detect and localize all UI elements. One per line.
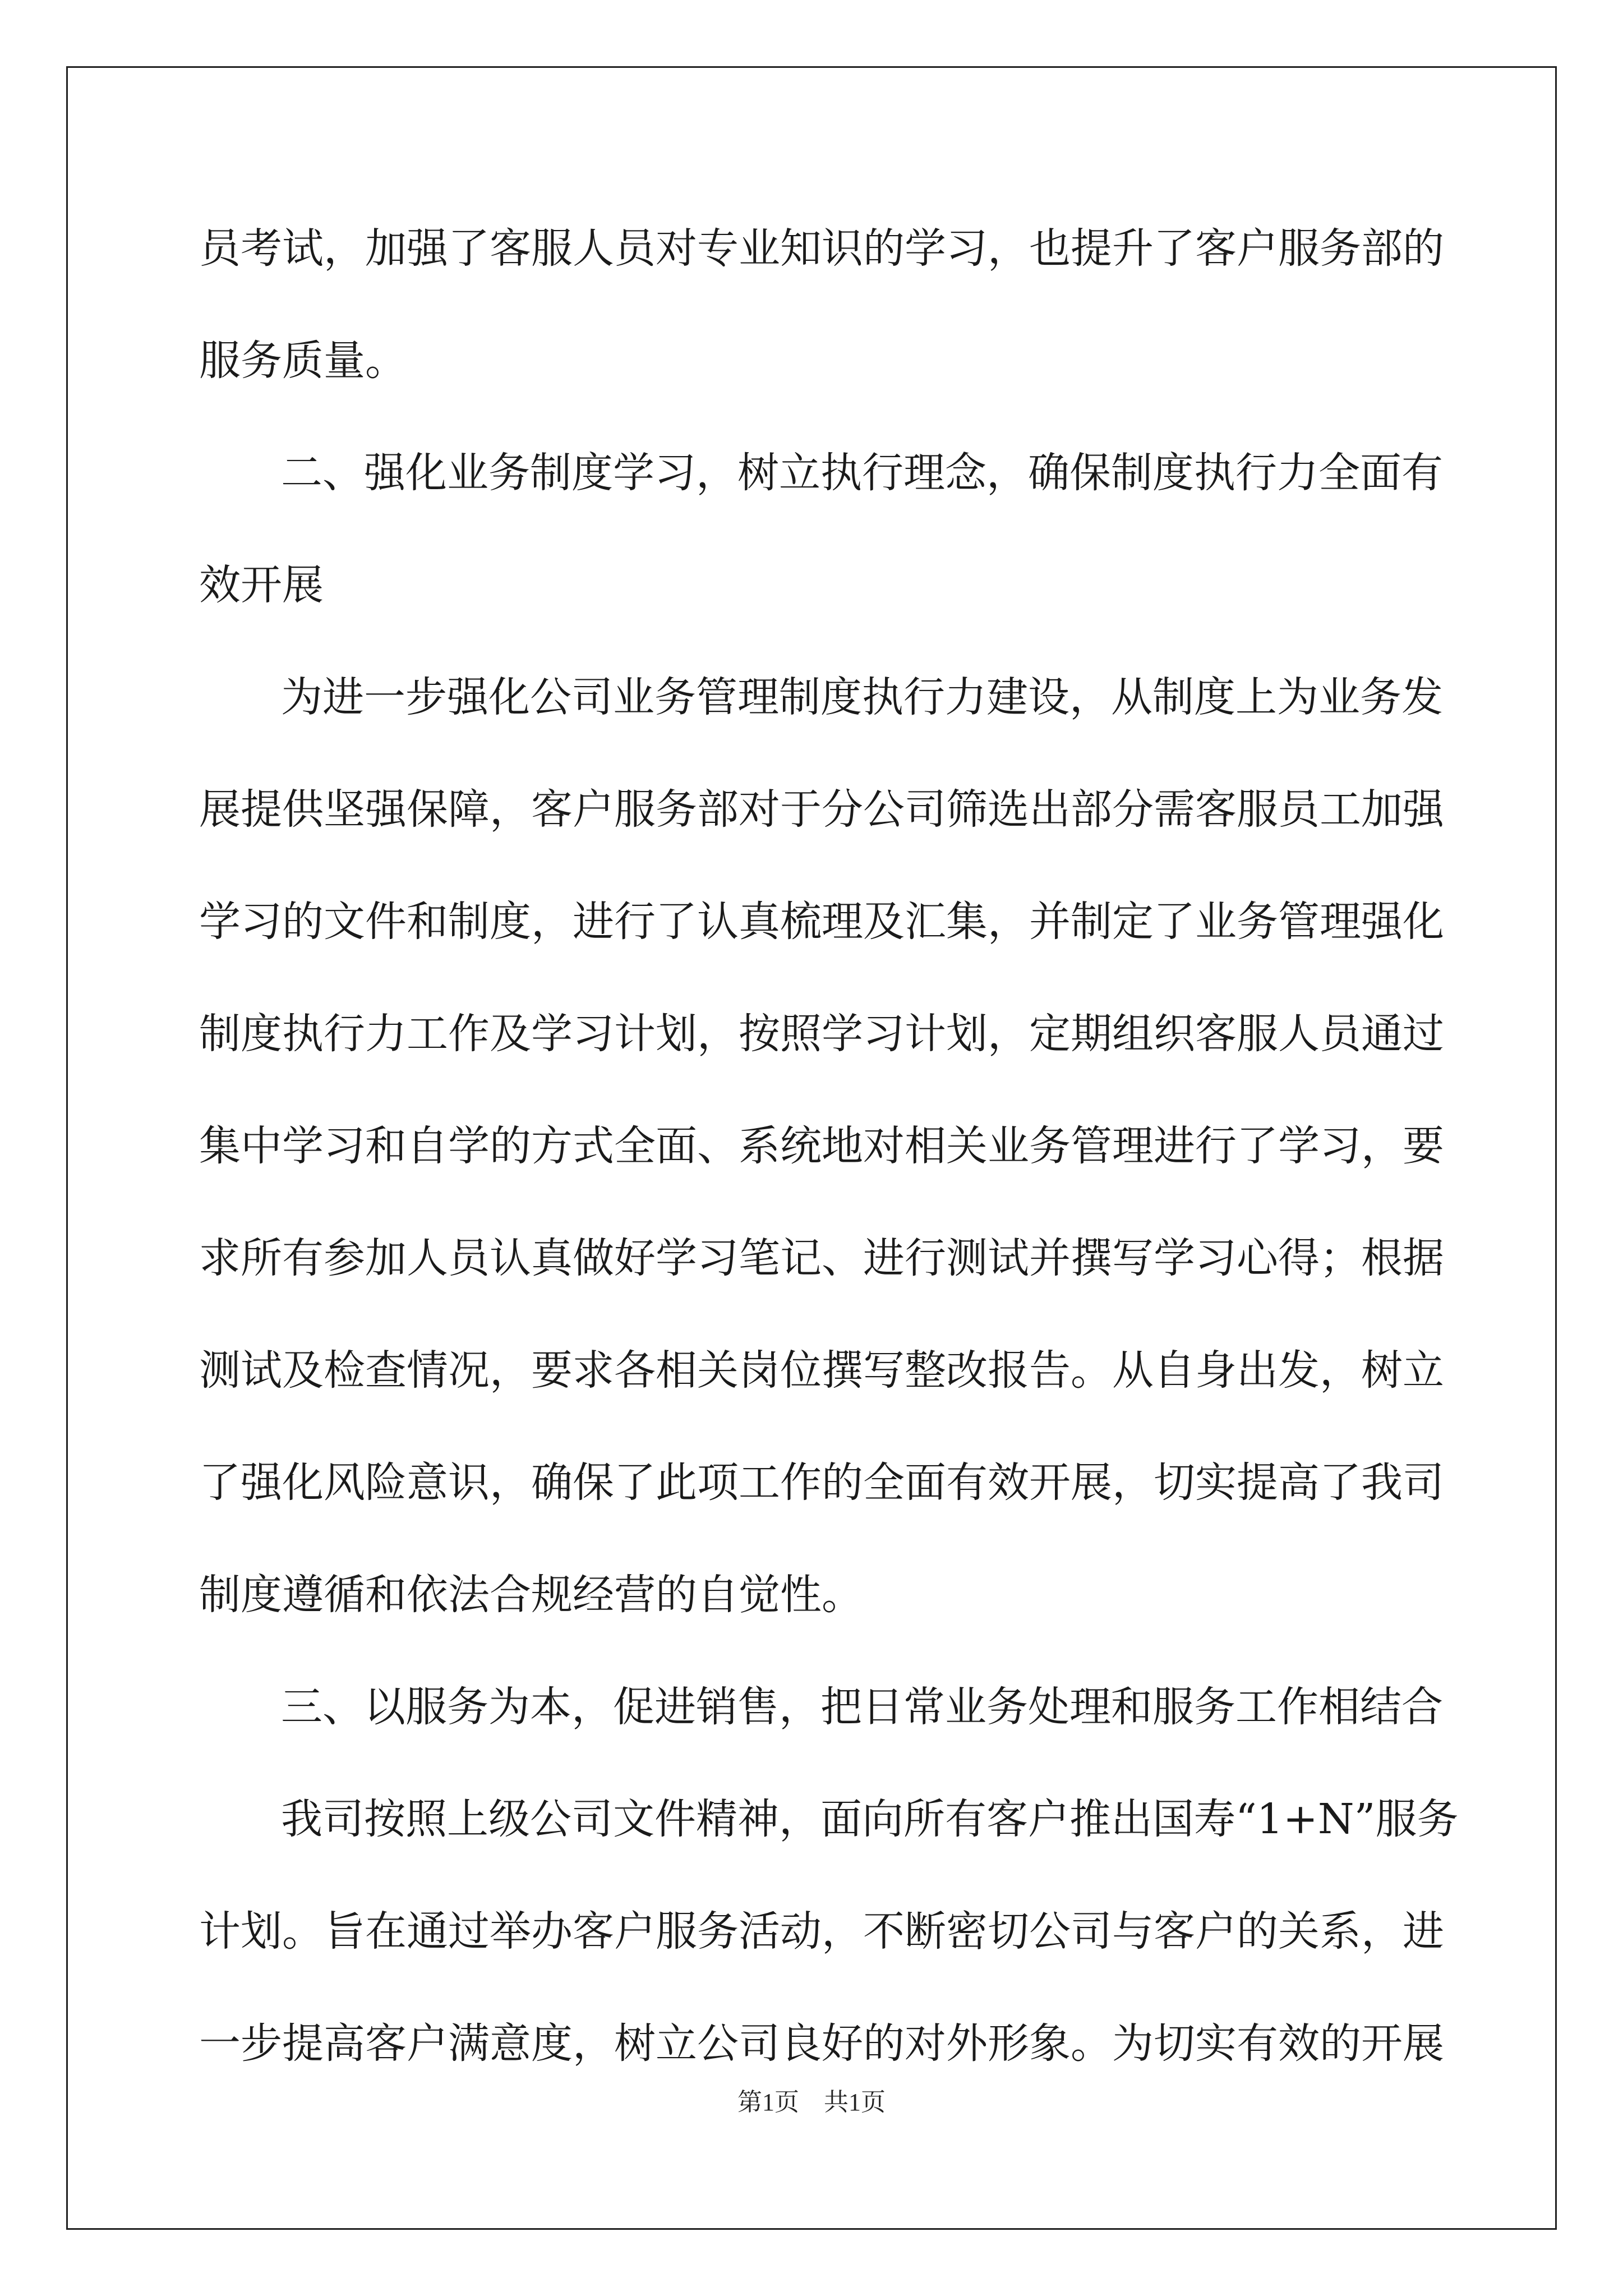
section-heading: 三、以服务为本，促进销售，把日常业务处理和服务工作相结合 xyxy=(281,1683,1443,1731)
section-heading: 效开展 xyxy=(199,561,324,609)
text-line: 集中学习和自学的方式全面、系统地对相关业务管理进行了学习，要 xyxy=(199,1122,1444,1170)
text-line: 制度遵循和依法合规经营的自觉性。 xyxy=(199,1571,863,1619)
text-line: 了强化风险意识，确保了此项工作的全面有效开展，切实提高了我司 xyxy=(199,1458,1444,1507)
text-line: 员考试，加强了客服人员对专业知识的学习，也提升了客户服务部的 xyxy=(199,224,1444,273)
text-line: 一步提高客户满意度，树立公司良好的对外形象。为切实有效的开展 xyxy=(199,2019,1444,2068)
text-line: 计划。旨在通过举办客户服务活动，不断密切公司与客户的关系，进 xyxy=(199,1907,1444,1955)
text-line: 测试及检查情况，要求各相关岗位撰写整改报告。从自身出发，树立 xyxy=(199,1346,1444,1395)
text-line: 制度执行力工作及学习计划，按照学习计划，定期组织客服人员通过 xyxy=(199,1010,1444,1058)
page-number: 第1页 xyxy=(737,2088,799,2116)
text-line: 为进一步强化公司业务管理制度执行力建设，从制度上为业务发 xyxy=(281,673,1443,721)
text-line: 学习的文件和制度，进行了认真梳理及汇集，并制定了业务管理强化 xyxy=(199,898,1444,946)
text-line: 展提供坚强保障，客户服务部对于分公司筛选出部分需客服员工加强 xyxy=(199,785,1444,834)
section-heading: 二、强化业务制度学习，树立执行理念，确保制度执行力全面有 xyxy=(281,449,1443,497)
text-line: 服务质量。 xyxy=(199,337,407,385)
page-footer xyxy=(0,2086,1623,2119)
text-line: 我司按照上级公司文件精神，面向所有客户推出国寿“1+N”服务 xyxy=(281,1795,1459,1843)
page-total: 共1页 xyxy=(824,2088,886,2116)
text-line: 求所有参加人员认真做好学习笔记、进行测试并撰写学习心得；根据 xyxy=(199,1234,1444,1282)
